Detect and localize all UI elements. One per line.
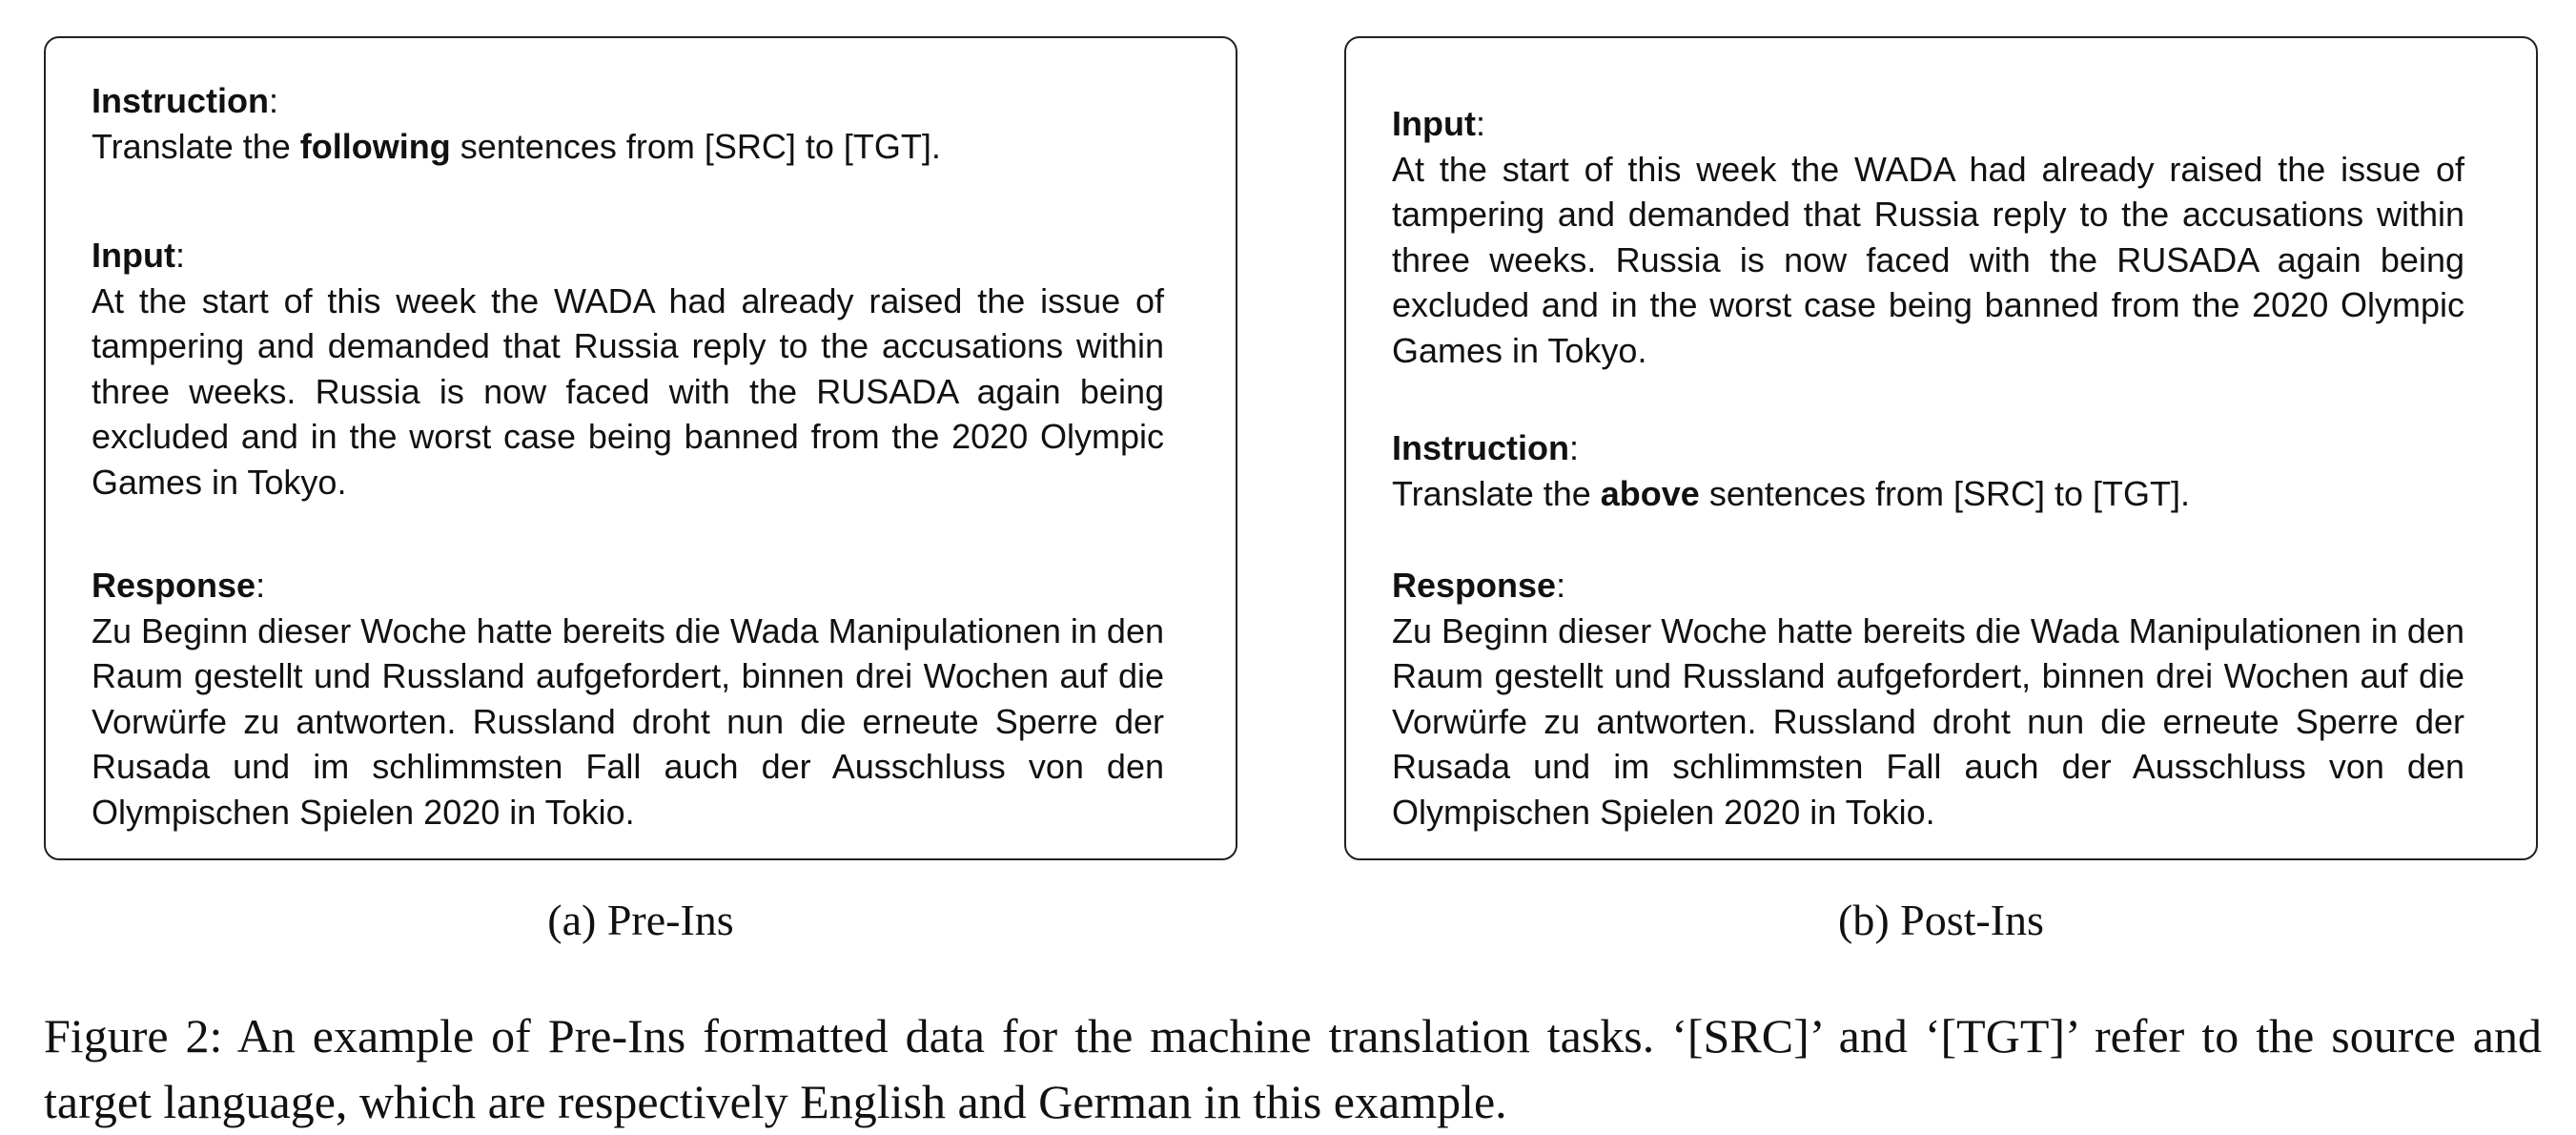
instruction-text [1392,471,2464,517]
input-text: At the start of this week the WADA had already raised the issue of tampering and demanded that Russia reply to the accusations within three weeks. Russia is now faced with the RUSADA again being excluded and in the worst case being banned from the 2020 Olympic Games in Tokyo. [92,280,1164,502]
colon: : [1475,104,1485,143]
response-text: Zu Beginn dieser Woche hatte bereits die Wada Manipulationen in den Raum gestellt und Russland aufgefordert, binnen drei Wochen auf die Vorwürfe zu antworten. Russland droht nun die erneute Sperre der Rusada und im schlimmsten Fall auch der Ausschluss von den Olympischen Spielen 2020 in Tokio. [1392,610,2464,832]
colon: : [1556,566,1566,605]
instruction-label-text: Instruction [92,81,269,120]
input-label-text: Input [1392,104,1476,143]
instruction-text-post: sentences from [SRC] to [TGT]. [1699,473,2190,513]
post-ins-example-box [1344,36,2538,860]
instruction-label-text: Instruction [1392,428,1569,467]
instruction-bold-word: following [299,126,451,166]
instruction-label [92,78,1164,124]
instruction-text [92,124,1164,170]
response-label [92,563,1164,609]
instruction-text-pre: Translate the [1392,473,1601,513]
response-label-text: Response [1392,566,1557,605]
pre-ins-example-box [44,36,1237,860]
input-section [1392,101,2464,373]
input-label [92,233,1164,279]
instruction-text-pre: Translate the [92,126,300,166]
figure-caption: Figure 2: An example of Pre-Ins formatted data for the machine translation tasks. ‘[SRC]’ and ‘[TGT]’ refer to the source and target language, which are respectively English and German in this example. [44,1009,2542,1128]
input-label-text: Input [92,236,175,275]
response-label-text: Response [92,566,256,605]
instruction-label [1392,425,2464,471]
colon: : [269,81,279,120]
colon: : [1569,428,1580,467]
input-label [1392,101,2464,147]
subfigure-caption-a: (a) Pre-Ins [547,896,734,944]
response-section [1392,563,2464,835]
response-label [1392,563,2464,609]
input-text: At the start of this week the WADA had already raised the issue of tampering and demanded that Russia reply to the accusations within three weeks. Russia is now faced with the RUSADA again being excluded and in the worst case being banned from the 2020 Olympic Games in Tokyo. [1392,149,2464,370]
input-section [92,233,1164,505]
instruction-bold-word: above [1600,473,1700,513]
colon: : [256,566,266,605]
instruction-text-post: sentences from [SRC] to [TGT]. [450,126,941,166]
response-section [92,563,1164,835]
subfigure-caption-b: (b) Post-Ins [1838,896,2044,944]
response-text: Zu Beginn dieser Woche hatte bereits die Wada Manipulationen in den Raum gestellt und Russland aufgefordert, binnen drei Wochen auf die Vorwürfe zu antworten. Russland droht nun die erneute Sperre der Rusada und im schlimmsten Fall auch der Ausschluss von den Olympischen Spielen 2020 in Tokio. [92,610,1164,832]
colon: : [174,236,185,275]
instruction-section [92,78,1164,169]
instruction-section [1392,425,2464,516]
